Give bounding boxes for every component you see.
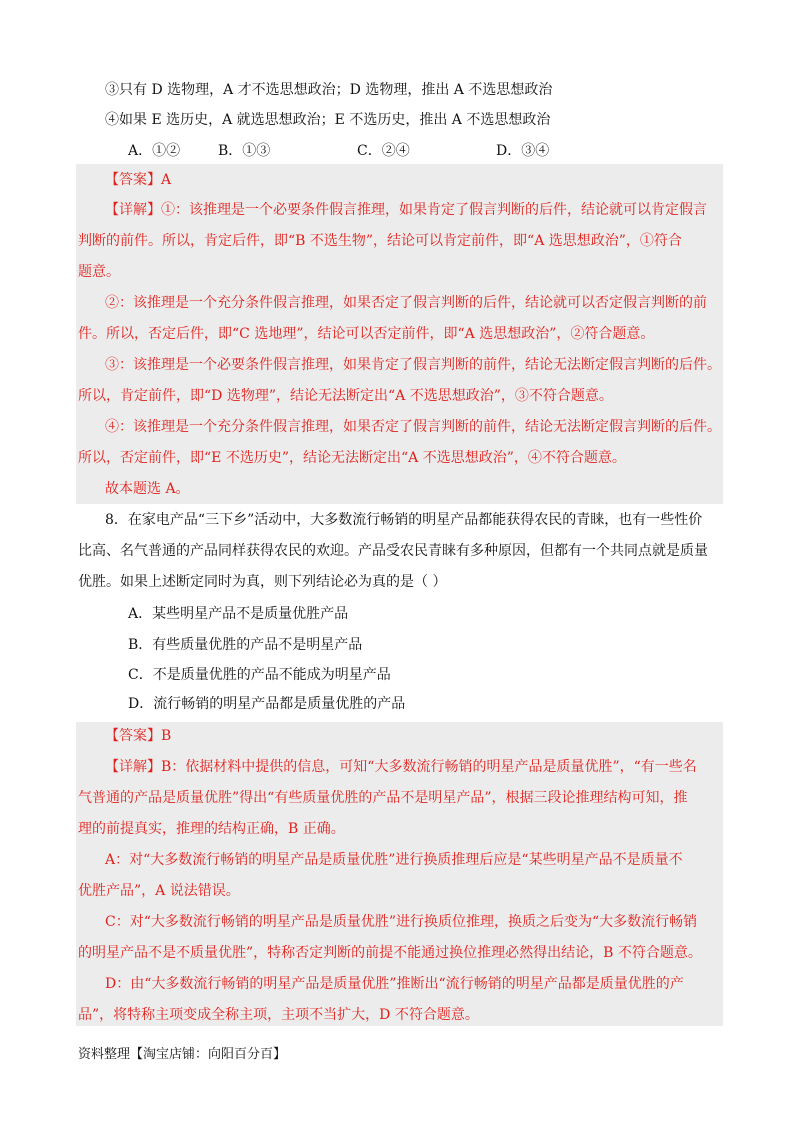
q7-option-d: D．③④ bbox=[496, 143, 550, 159]
q7-detail-line: ②：该推理是一个充分条件假言推理，如果否定了假言判断的后件，结论就可以否定假言判断的前 bbox=[105, 295, 707, 311]
q8-detail-line: C：对“大多数流行畅销的明星产品是质量优胜”进行换质位推理，换质之后变为“大多数流行畅销 bbox=[105, 914, 698, 930]
q8-option-b: B．有些质量优胜的产品不是明星产品 bbox=[128, 637, 363, 653]
page-footer: 资料整理【淘宝店铺：向阳百分百】 bbox=[78, 1047, 287, 1062]
q8-detail-line: 优胜产品”，A 说法错误。 bbox=[78, 883, 240, 899]
q7-statement-4: ④如果 E 选历史，A 就选思想政治；E 不选历史，推出 A 不选思想政治 bbox=[105, 112, 551, 128]
q8-detail-line: 理的前提真实，推理的结构正确，B 正确。 bbox=[78, 821, 345, 837]
q7-detail-line: ③：该推理是一个必要条件假言推理，如果肯定了假言判断的前件，结论无法断定假言判断的后件。 bbox=[105, 357, 721, 373]
q7-detail-line: 件。所以，否定后件，即“C 选地理”，结论可以否定前件，即“A 选思想政治”，②符合题意。 bbox=[78, 326, 655, 342]
q8-detail-line: 品”，将特称主项变成全称主项，主项不当扩大，D 不符合题意。 bbox=[78, 1007, 479, 1023]
q8-answer: 【答案】B bbox=[105, 728, 172, 744]
q8-stem-line: 优胜。如果上述断定同时为真，则下列结论必为真的是（ ） bbox=[78, 574, 447, 590]
q7-answer: 【答案】A bbox=[105, 172, 172, 188]
q7-detail-line: 【详解】①：该推理是一个必要条件假言推理，如果肯定了假言判断的后件，结论就可以肯定假言 bbox=[105, 202, 707, 218]
q7-detail-line: 判断的前件。所以，肯定后件，即“B 不选生物”，结论可以肯定前件，即“A 选思想政治”，①符合 bbox=[78, 233, 682, 249]
q7-detail-line: 所以，否定前件，即“E 不选历史”，结论无法断定出“A 不选思想政治”，④不符合题意。 bbox=[78, 450, 626, 466]
q8-detail-line: D：由“大多数流行畅销的明星产品是质量优胜”推断出“流行畅销的明星产品都是质量优胜的产 bbox=[105, 976, 684, 992]
q7-option-b: B．①③ bbox=[218, 143, 271, 159]
q8-option-c: C．不是质量优胜的产品不能成为明星产品 bbox=[128, 667, 391, 683]
q8-stem-line: 比高、名气普通的产品同样获得农民的欢迎。产品受农民青睐有多种原因，但都有一个共同点就是质量 bbox=[78, 543, 708, 559]
q7-conclusion: 故本题选 A。 bbox=[105, 481, 190, 497]
q7-detail-line: ④：该推理是一个充分条件假言推理，如果否定了假言判断的前件，结论无法断定假言判断的后件。 bbox=[105, 419, 721, 435]
q8-detail-line: 气普通的产品是质量优胜”得出“有些质量优胜的产品不是明星产品”，根据三段论推理结构可知，推 bbox=[78, 790, 688, 806]
q8-option-a: A．某些明星产品不是质量优胜产品 bbox=[128, 606, 349, 622]
q7-detail-line: 所以，肯定前件，即“D 选物理”，结论无法断定出“A 不选思想政治”，③不符合题意。 bbox=[78, 388, 613, 404]
q8-detail-line: 的明星产品不是不质量优胜”，特称否定判断的前提不能通过换位推理必然得出结论，B 不符合题意。 bbox=[78, 945, 702, 961]
q8-stem-line: 8．在家电产品“三下乡”活动中，大多数流行畅销的明星产品都能获得农民的青睐，也有一些性价 bbox=[105, 512, 703, 528]
q8-detail-line: A：对“大多数流行畅销的明星产品是质量优胜”进行换质推理后应是“某些明星产品不是质量不 bbox=[105, 852, 683, 868]
q8-option-d: D．流行畅销的明星产品都是质量优胜的产品 bbox=[128, 696, 406, 712]
q7-option-a: A．①② bbox=[128, 143, 181, 159]
q7-option-c: C．②④ bbox=[357, 143, 410, 159]
q7-statement-3: ③只有 D 选物理，A 才不选思想政治；D 选物理，推出 A 不选思想政治 bbox=[105, 82, 553, 98]
q7-detail-line: 题意。 bbox=[78, 264, 120, 280]
q8-detail-line: 【详解】B：依据材料中提供的信息，可知“大多数流行畅销的明星产品是质量优胜”，“有一些名 bbox=[105, 759, 697, 775]
